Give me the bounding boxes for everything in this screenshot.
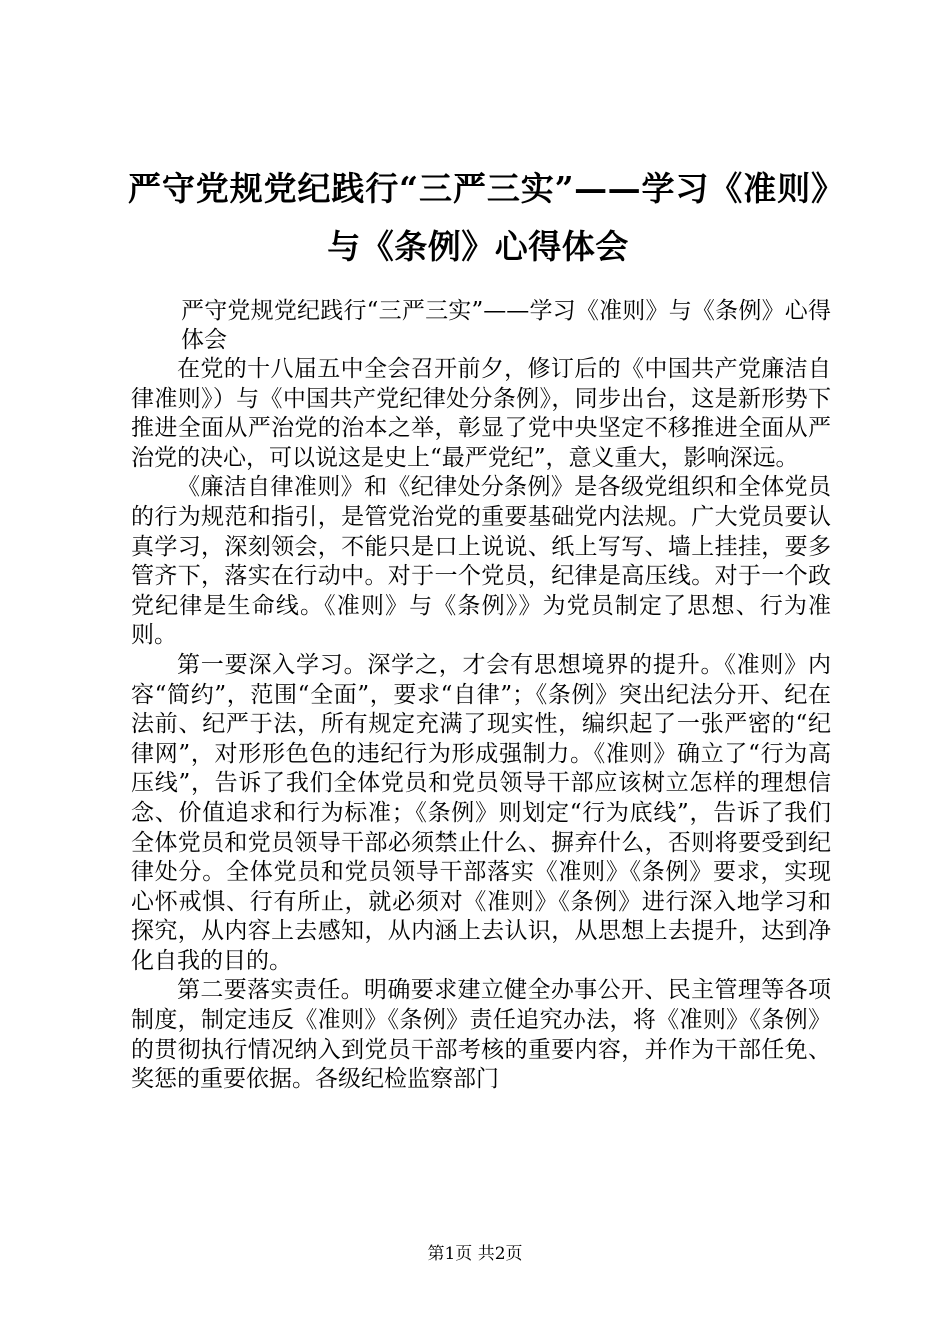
document-body: [131, 297, 831, 1095]
document-title: 严守党规党纪践行“三严三实”——学习《准则》与《条例》心得体会: [128, 169, 828, 266]
page-number-footer: 第1页 共2页: [427, 1244, 523, 1264]
paragraph: 第二要落实责任。明确要求建立健全办事公开、民主管理等各项制度，制定违反《准则》《条例》责任追究办法，将《准则》《条例》的贯彻执行情况纳入到党员干部考核的重要内容，并作为干部任免、奖惩的重要依据。各级纪检监察部门: [131, 977, 831, 1093]
paragraph: 在党的十八届五中全会召开前夕，修订后的《中国共产党廉洁自律准则》）与《中国共产党纪律处分条例》，同步出台，这是新形势下推进全面从严治党的治本之举，彰显了党中央坚定不移推进全面从严治党的决心，可以说这是史上“最严党纪”，意义重大，影响深远。: [131, 356, 831, 471]
paragraph: 《廉洁自律准则》和《纪律处分条例》是各级党组织和全体党员的行为规范和指引，是管党治党的重要基础党内法规。广大党员要认真学习，深刻领会，不能只是口上说说、纸上写写、墙上挂挂，要多管齐下，落实在行动中。对于一个党员，纪律是高压线。对于一个政党纪律是生命线。《准则》与《条例》》为党员制定了思想、行为准则。: [131, 474, 831, 649]
paragraph: 第一要深入学习。深学之，才会有思想境界的提升。《准则》内容“简约”，范围“全面”，要求“自律”；《条例》突出纪法分开、纪在法前、纪严于法，所有规定充满了现实性，编织起了一张严密的“纪律网”，对形形色色的违纪行为形成强制力。《准则》确立了“行为高压线”，告诉了我们全体党员和党员领导干部应该树立怎样的理想信念、价值追求和行为标准；《条例》则划定“行为底线”，告诉了我们全体党员和党员领导干部必须禁止什么、摒弃什么，否则将要受到纪律处分。全体党员和党员领导干部落实《准则》《条例》要求，实现心怀戒惧、行有所止，就必须对《准则》《条例》进行深入地学习和探究，从内容上去感知，从内涵上去认识，从思想上去提升，达到净化自我的目的。: [131, 651, 831, 974]
document-subtitle: 严守党规党纪践行“三严三实”——学习《准则》与《条例》心得体会: [181, 298, 831, 353]
